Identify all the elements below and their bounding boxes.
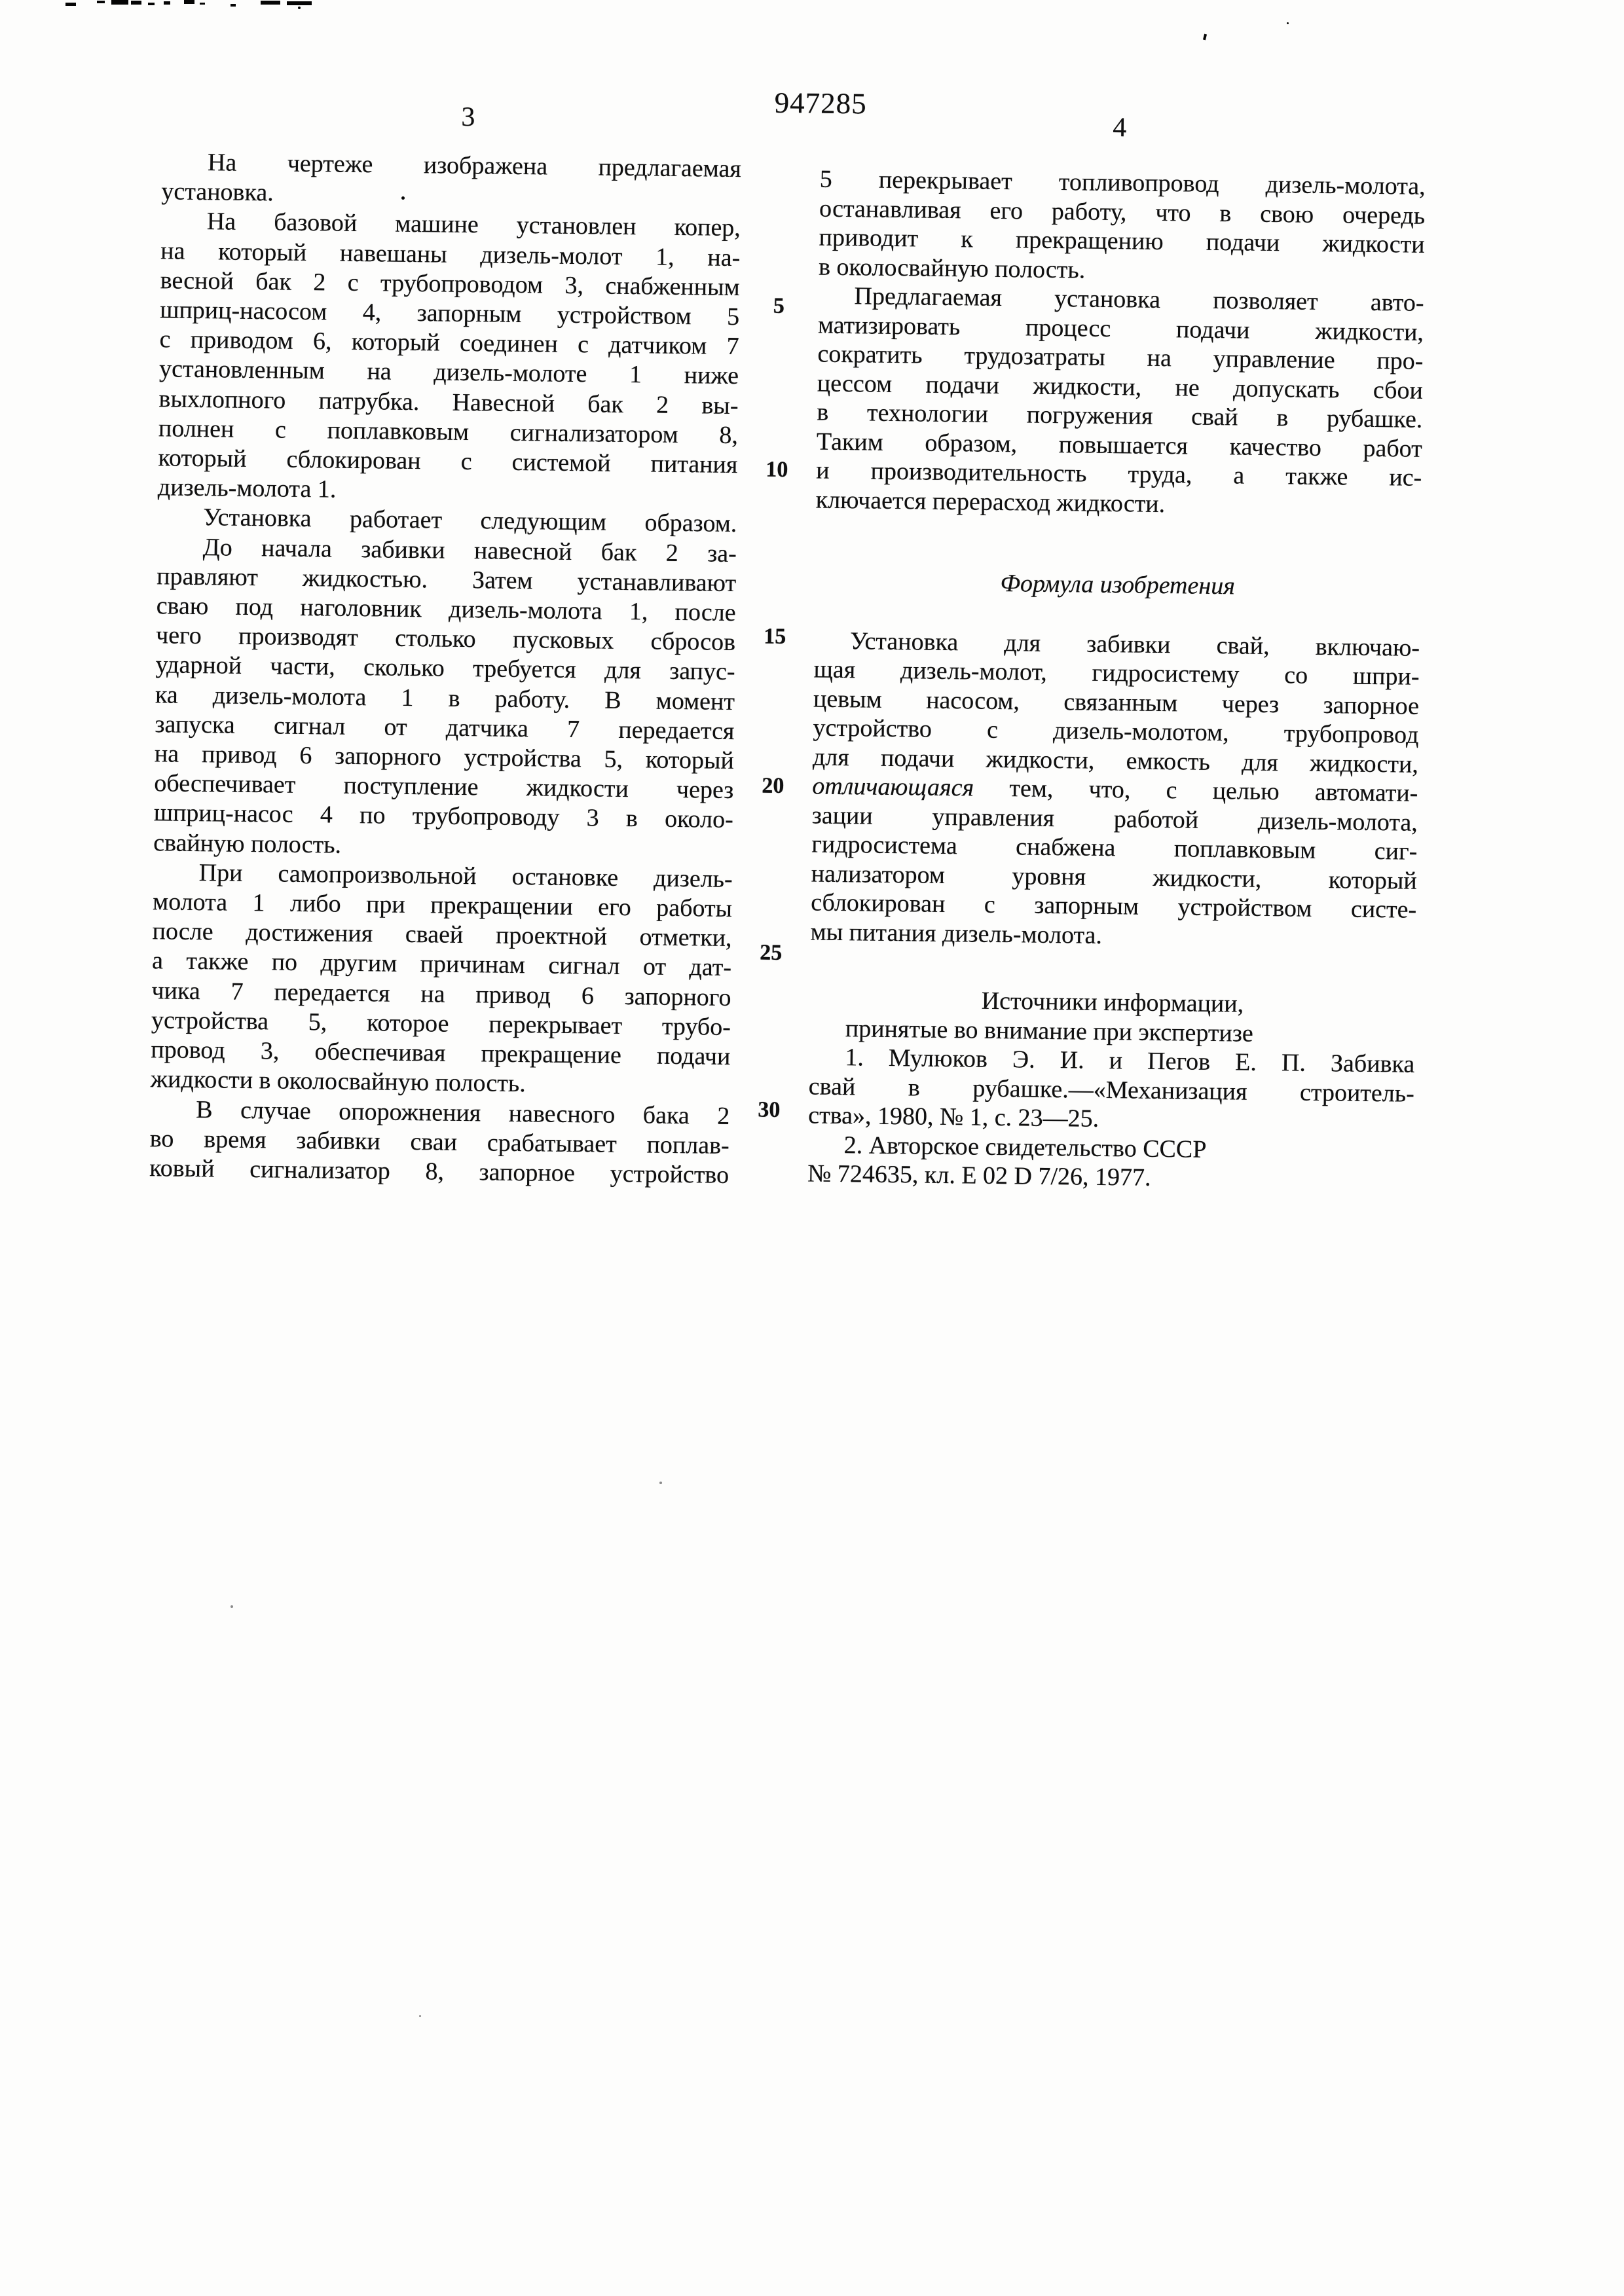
- text-line: молота 1 либо при прекращении его работы: [152, 888, 733, 923]
- patent-number: 947285: [774, 86, 867, 120]
- text-line: сблокирован с запорным устройством систе-: [810, 888, 1417, 924]
- text-line: 5 перекрывает топливопровод дизель-молота,: [819, 165, 1426, 200]
- text-line: ства», 1980, № 1, с. 23—25.: [808, 1101, 1099, 1133]
- text-line: зации управления работой дизель-молота,: [811, 801, 1418, 837]
- right-column: [807, 165, 1426, 1196]
- text-line: 1. Мулюков Э. И. и Пегов Е. П. Забивка: [845, 1044, 1415, 1078]
- text-line: чего производят столько пусковых сбросов: [155, 621, 736, 657]
- text-line: правляют жидкостью. Затем устанавливают: [157, 562, 737, 597]
- text-line: на привод 6 запорного устройства 5, который: [154, 740, 735, 775]
- text-line: свай в рубашке.—«Механизация строитель-: [808, 1072, 1415, 1108]
- text-line: чика 7 передается на привод 6 запорного: [151, 976, 731, 1011]
- text-line: ковый сигнализатор 8, запорное устройство: [149, 1154, 729, 1189]
- page-number-left: 3: [461, 101, 475, 133]
- text-line: сваю под наголовник дизель-молота 1, после: [156, 592, 736, 627]
- text-line: приводит к прекращению подачи жидкости: [819, 223, 1425, 259]
- text-line: ка дизель-молота 1 в работу. В момент: [155, 680, 735, 716]
- margin-line-number: 10: [766, 457, 788, 483]
- text-line: гидросистема снабжена поплавковым сиг-: [811, 830, 1418, 866]
- claim-emphasis: отличающаяся: [812, 772, 974, 802]
- margin-line-number: 15: [763, 624, 786, 649]
- text-line: Предлагаемая установка позволяет авто-: [854, 282, 1424, 317]
- text-line: шприц-насосом 4, запорным устройством 5: [159, 296, 740, 331]
- text-line: 2. Авторское свидетельство СССР: [843, 1131, 1207, 1163]
- text-line: с приводом 6, который соединен с датчиком 7: [159, 325, 739, 361]
- text-line: Установка для забивки свай, включаю-: [849, 627, 1420, 662]
- text-line: В случае опорожнения навесного бака 2: [196, 1095, 730, 1130]
- text-line: свайную полость.: [153, 828, 342, 859]
- text-line: запуска сигнал от датчика 7 передается: [155, 710, 735, 745]
- text-line: установка.: [161, 177, 274, 207]
- text-line: установленным на дизель-молоте 1 ниже: [158, 355, 739, 390]
- text-line: в технологии погружения свай в рубашке.: [817, 398, 1423, 433]
- text-line: весной бак 2 с трубопроводом 3, снабженным: [160, 266, 740, 301]
- text-line: который сблокирован с системой питания: [158, 444, 738, 479]
- text-line: Установка работает следующим образом.: [203, 503, 737, 538]
- text-line: ключается перерасход жидкости.: [815, 486, 1166, 518]
- formula-heading: Формула изобретения: [1000, 569, 1236, 600]
- text-line: шприц-насос 4 по трубопроводу 3 в около-: [153, 799, 734, 834]
- margin-line-number: 30: [758, 1097, 781, 1122]
- text-line: матизировать процесс подачи жидкости,: [817, 311, 1424, 346]
- text-line: До начала забивки навесной бак 2 за-: [202, 533, 737, 568]
- text-line: и производительность труда, а также ис-: [816, 456, 1422, 492]
- text-line: № 724635, кл. Е 02 D 7/26, 1977.: [807, 1159, 1151, 1192]
- text-run: тем, что, с целью автомати-: [973, 774, 1418, 807]
- text-line: нализатором уровня жидкости, который: [811, 860, 1417, 895]
- text-line: полнен с поплавковым сигнализатором 8,: [158, 414, 739, 449]
- sources-subheading: принятые во внимание при экспертизе: [845, 1014, 1253, 1048]
- text-line: после достижения сваей проектной отметки,: [152, 917, 732, 953]
- text-line: дизель-молота 1.: [157, 473, 337, 503]
- text-line: ударной части, сколько требуется для запус-: [155, 651, 735, 686]
- text-line: сократить трудозатраты на управление про-: [817, 340, 1424, 375]
- text-line: устройство с дизель-молотом, трубопровод: [813, 714, 1419, 749]
- text-line: провод 3, обеспечивая прекращение подачи: [151, 1036, 731, 1071]
- text-line: цессом подачи жидкости, не допускать сбои: [817, 369, 1424, 405]
- text-line: обеспечивает поступление жидкости через: [154, 769, 734, 805]
- text-line: выхлопного патрубка. Навесной бак 2 вы-: [158, 384, 739, 420]
- text-line: мы питания дизель-молота.: [810, 917, 1103, 949]
- text-line: цевым насосом, связанным через запорное: [813, 685, 1420, 720]
- text-line: Таким образом, повышается качество работ: [816, 428, 1423, 463]
- page-number-right: 4: [1112, 113, 1127, 143]
- left-column: [149, 147, 741, 1190]
- text-line: а также по другим причинам сигнал от дат-: [151, 947, 732, 982]
- margin-line-numbers: [731, 9, 805, 2296]
- text-line: для подачи жидкости, емкость для жидкости,: [812, 743, 1419, 778]
- text-line: щая дизель-молот, гидросистему со шпри-: [813, 655, 1420, 691]
- text-line: На чертеже изображена предлагаемая: [207, 149, 742, 183]
- paragraph-gap: [815, 515, 1422, 574]
- text-line: в околосвайную полость.: [818, 253, 1086, 284]
- text-line: на который навешаны дизель-молот 1, на-: [160, 236, 741, 272]
- sources-heading: Источники информации,: [981, 987, 1244, 1018]
- text-line: При самопроизвольной остановке дизель-: [198, 858, 733, 893]
- margin-line-number: 5: [773, 293, 785, 318]
- text-line: устройства 5, которое перекрывает трубо-: [151, 1006, 731, 1041]
- text-line: На базовой машине установлен копер,: [206, 208, 741, 242]
- margin-line-number: 20: [762, 773, 784, 798]
- text-line: жидкости в околосвайную полость.: [150, 1065, 526, 1098]
- text-line: во время забивки сваи срабатывает поплав-: [149, 1124, 729, 1159]
- margin-line-number: 25: [760, 940, 783, 965]
- text-line: останавливая его работу, что в свою очередь: [819, 194, 1426, 230]
